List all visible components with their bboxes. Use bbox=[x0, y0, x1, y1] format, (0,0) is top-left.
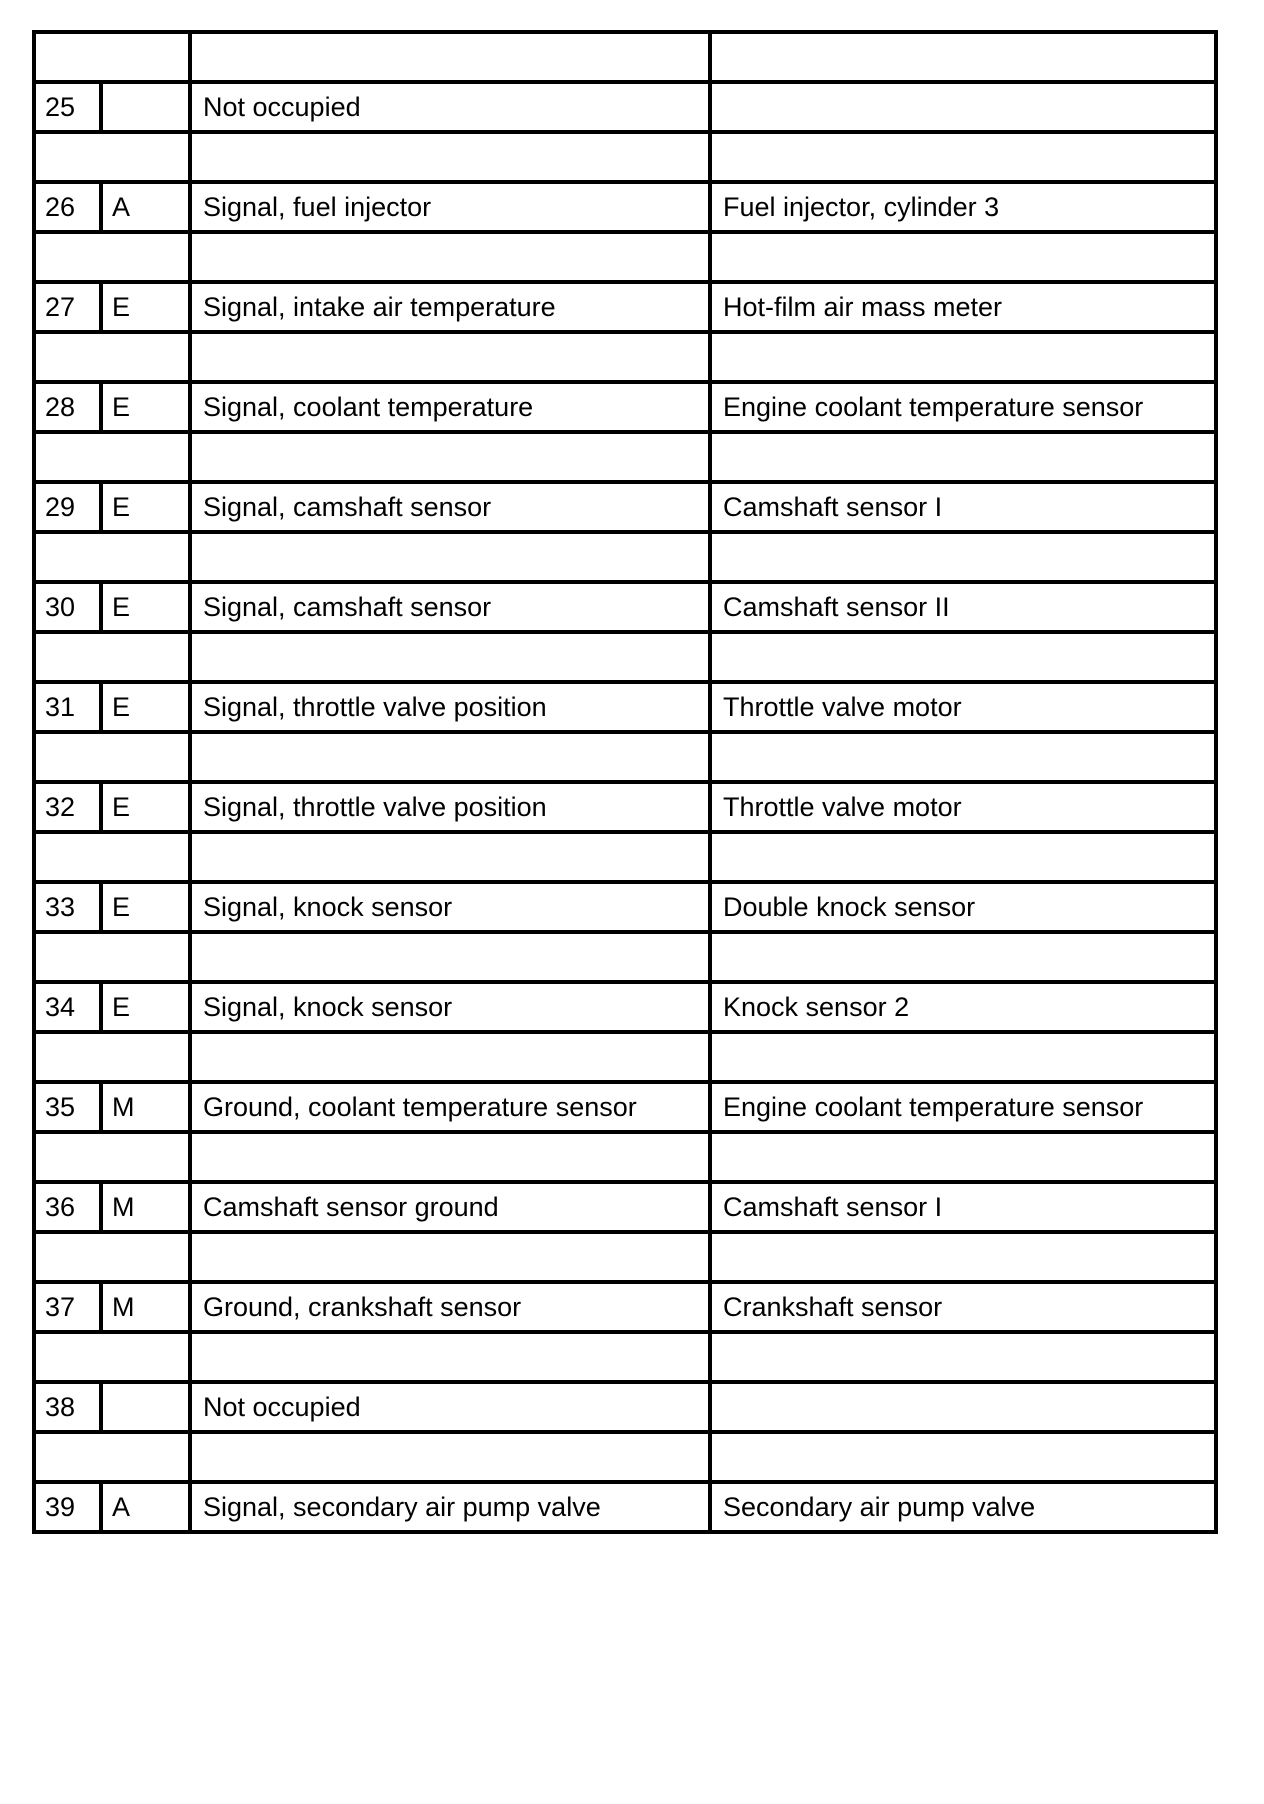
table-row bbox=[34, 982, 1216, 1032]
spacer-cell-component bbox=[710, 1332, 1216, 1382]
description-cell: Signal, camshaft sensor bbox=[190, 582, 710, 632]
spacer-cell-component bbox=[710, 732, 1216, 782]
component-cell: Secondary air pump valve bbox=[710, 1482, 1216, 1532]
spacer-row bbox=[34, 232, 1216, 282]
component-cell: Double knock sensor bbox=[710, 882, 1216, 932]
spacer-cell-description bbox=[190, 1032, 710, 1082]
spacer-cell-component bbox=[710, 432, 1216, 482]
spacer-cell-component bbox=[710, 132, 1216, 182]
spacer-cell-description bbox=[190, 432, 710, 482]
component-cell: Engine coolant temperature sensor bbox=[710, 382, 1216, 432]
table-row bbox=[34, 282, 1216, 332]
spacer-cell-pin bbox=[34, 232, 190, 282]
pin-number-cell: 38 bbox=[34, 1382, 101, 1432]
spacer-cell-description bbox=[190, 132, 710, 182]
spacer-row bbox=[34, 132, 1216, 182]
pin-number-cell: 29 bbox=[34, 482, 101, 532]
component-cell: Camshaft sensor II bbox=[710, 582, 1216, 632]
description-cell: Signal, fuel injector bbox=[190, 182, 710, 232]
spacer-row bbox=[34, 632, 1216, 682]
signal-type-cell: E bbox=[101, 782, 190, 832]
spacer-row bbox=[34, 1432, 1216, 1482]
signal-type-cell: M bbox=[101, 1282, 190, 1332]
spacer-row bbox=[34, 1132, 1216, 1182]
table-row bbox=[34, 782, 1216, 832]
component-cell: Camshaft sensor I bbox=[710, 1182, 1216, 1232]
spacer-cell-pin bbox=[34, 732, 190, 782]
signal-type-cell: M bbox=[101, 1082, 190, 1132]
spacer-cell-pin bbox=[34, 932, 190, 982]
description-cell: Camshaft sensor ground bbox=[190, 1182, 710, 1232]
spacer-row bbox=[34, 32, 1216, 82]
description-cell: Signal, camshaft sensor bbox=[190, 482, 710, 532]
signal-type-cell: E bbox=[101, 982, 190, 1032]
spacer-cell-component bbox=[710, 32, 1216, 82]
spacer-row bbox=[34, 732, 1216, 782]
component-cell: Fuel injector, cylinder 3 bbox=[710, 182, 1216, 232]
pin-number-cell: 35 bbox=[34, 1082, 101, 1132]
spacer-row bbox=[34, 832, 1216, 882]
spacer-cell-component bbox=[710, 232, 1216, 282]
signal-type-cell: E bbox=[101, 582, 190, 632]
component-cell bbox=[710, 1382, 1216, 1432]
description-cell: Not occupied bbox=[190, 82, 710, 132]
pin-number-cell: 36 bbox=[34, 1182, 101, 1232]
spacer-row bbox=[34, 932, 1216, 982]
pin-number-cell: 33 bbox=[34, 882, 101, 932]
pin-number-cell: 34 bbox=[34, 982, 101, 1032]
pin-number-cell: 32 bbox=[34, 782, 101, 832]
spacer-cell-pin bbox=[34, 1332, 190, 1382]
pin-number-cell: 28 bbox=[34, 382, 101, 432]
component-cell: Throttle valve motor bbox=[710, 782, 1216, 832]
table-row bbox=[34, 182, 1216, 232]
pin-number-cell: 37 bbox=[34, 1282, 101, 1332]
spacer-row bbox=[34, 532, 1216, 582]
description-cell: Signal, coolant temperature bbox=[190, 382, 710, 432]
spacer-cell-pin bbox=[34, 432, 190, 482]
spacer-cell-component bbox=[710, 1432, 1216, 1482]
spacer-cell-component bbox=[710, 1032, 1216, 1082]
spacer-cell-pin bbox=[34, 632, 190, 682]
spacer-cell-description bbox=[190, 1332, 710, 1382]
spacer-cell-description bbox=[190, 332, 710, 382]
pin-number-cell: 27 bbox=[34, 282, 101, 332]
signal-type-cell: A bbox=[101, 1482, 190, 1532]
spacer-cell-component bbox=[710, 1232, 1216, 1282]
table-row bbox=[34, 582, 1216, 632]
table-row bbox=[34, 82, 1216, 132]
description-cell: Ground, coolant temperature sensor bbox=[190, 1082, 710, 1132]
spacer-cell-description bbox=[190, 1132, 710, 1182]
component-cell: Camshaft sensor I bbox=[710, 482, 1216, 532]
spacer-cell-pin bbox=[34, 32, 190, 82]
spacer-cell-description bbox=[190, 932, 710, 982]
pin-number-cell: 25 bbox=[34, 82, 101, 132]
pin-assignment-table bbox=[32, 30, 1218, 1534]
spacer-row bbox=[34, 1232, 1216, 1282]
spacer-cell-component bbox=[710, 832, 1216, 882]
spacer-row bbox=[34, 1032, 1216, 1082]
description-cell: Signal, knock sensor bbox=[190, 982, 710, 1032]
table-row bbox=[34, 1182, 1216, 1232]
signal-type-cell: E bbox=[101, 382, 190, 432]
table-row bbox=[34, 882, 1216, 932]
spacer-cell-component bbox=[710, 932, 1216, 982]
signal-type-cell: E bbox=[101, 482, 190, 532]
spacer-cell-pin bbox=[34, 132, 190, 182]
spacer-cell-description bbox=[190, 1432, 710, 1482]
pin-number-cell: 39 bbox=[34, 1482, 101, 1532]
table-row bbox=[34, 1282, 1216, 1332]
spacer-cell-pin bbox=[34, 1432, 190, 1482]
description-cell: Ground, crankshaft sensor bbox=[190, 1282, 710, 1332]
spacer-cell-pin bbox=[34, 832, 190, 882]
spacer-cell-description bbox=[190, 32, 710, 82]
spacer-row bbox=[34, 432, 1216, 482]
spacer-cell-pin bbox=[34, 1032, 190, 1082]
description-cell: Signal, knock sensor bbox=[190, 882, 710, 932]
component-cell: Crankshaft sensor bbox=[710, 1282, 1216, 1332]
signal-type-cell: M bbox=[101, 1182, 190, 1232]
spacer-cell-component bbox=[710, 332, 1216, 382]
signal-type-cell: E bbox=[101, 882, 190, 932]
signal-type-cell bbox=[101, 82, 190, 132]
spacer-cell-description bbox=[190, 532, 710, 582]
table-row bbox=[34, 482, 1216, 532]
description-cell: Signal, secondary air pump valve bbox=[190, 1482, 710, 1532]
component-cell: Throttle valve motor bbox=[710, 682, 1216, 732]
component-cell: Hot-film air mass meter bbox=[710, 282, 1216, 332]
spacer-cell-description bbox=[190, 732, 710, 782]
spacer-cell-pin bbox=[34, 532, 190, 582]
signal-type-cell: A bbox=[101, 182, 190, 232]
signal-type-cell bbox=[101, 1382, 190, 1432]
spacer-cell-component bbox=[710, 1132, 1216, 1182]
table-row bbox=[34, 682, 1216, 732]
spacer-cell-pin bbox=[34, 1132, 190, 1182]
spacer-cell-component bbox=[710, 632, 1216, 682]
table-row bbox=[34, 1482, 1216, 1532]
description-cell: Signal, throttle valve position bbox=[190, 782, 710, 832]
spacer-cell-pin bbox=[34, 332, 190, 382]
signal-type-cell: E bbox=[101, 682, 190, 732]
description-cell: Signal, intake air temperature bbox=[190, 282, 710, 332]
spacer-row bbox=[34, 1332, 1216, 1382]
spacer-row bbox=[34, 332, 1216, 382]
description-cell: Signal, throttle valve position bbox=[190, 682, 710, 732]
table-row bbox=[34, 382, 1216, 432]
spacer-cell-description bbox=[190, 632, 710, 682]
spacer-cell-description bbox=[190, 832, 710, 882]
table-row bbox=[34, 1082, 1216, 1132]
spacer-cell-description bbox=[190, 1232, 710, 1282]
pin-number-cell: 30 bbox=[34, 582, 101, 632]
description-cell: Not occupied bbox=[190, 1382, 710, 1432]
spacer-cell-description bbox=[190, 232, 710, 282]
pin-table-body bbox=[34, 32, 1216, 1532]
signal-type-cell: E bbox=[101, 282, 190, 332]
pin-number-cell: 31 bbox=[34, 682, 101, 732]
pin-number-cell: 26 bbox=[34, 182, 101, 232]
spacer-cell-pin bbox=[34, 1232, 190, 1282]
component-cell: Engine coolant temperature sensor bbox=[710, 1082, 1216, 1132]
component-cell: Knock sensor 2 bbox=[710, 982, 1216, 1032]
table-row bbox=[34, 1382, 1216, 1432]
spacer-cell-component bbox=[710, 532, 1216, 582]
component-cell bbox=[710, 82, 1216, 132]
